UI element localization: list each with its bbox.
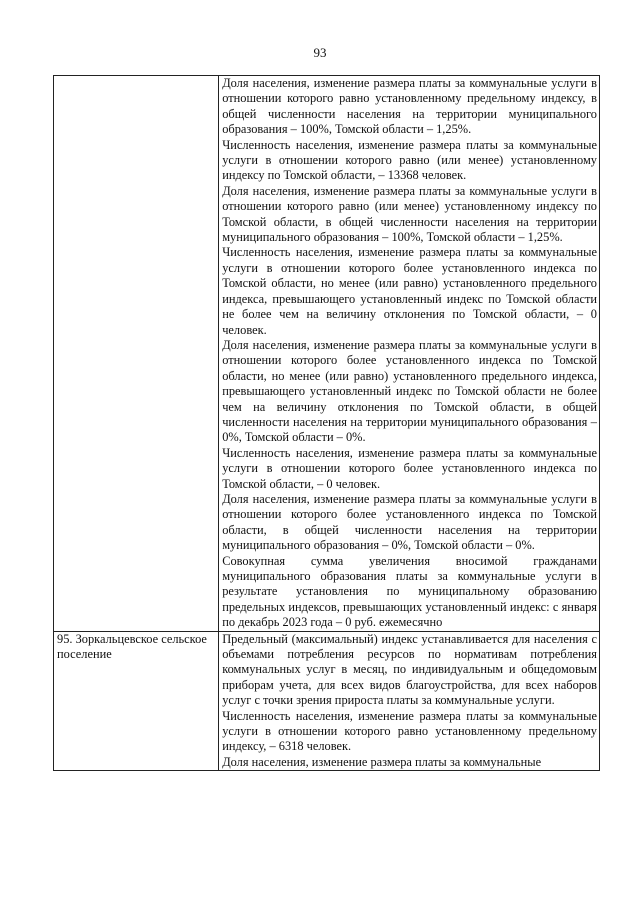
table-row xyxy=(54,631,600,771)
page-number: 93 xyxy=(313,45,327,60)
paragraph: Предельный (максимальный) индекс устанавливается для населения с объемами потребления ресурсов по нормативам потребления коммунальных услуг в месяц, по индивидуальным и общедомовым приборам учета, для всех видов благоустройства, для всех наборов услуг с точки зрения прироста платы за коммунальные услуги. xyxy=(222,631,597,708)
paragraph: Доля населения, изменение размера платы за коммунальные xyxy=(222,754,542,769)
table-row xyxy=(54,76,600,632)
paragraph: Численность населения, изменение размера платы за коммунальные услуги в отношении которого более установленного индекса по Томской области, – 0 человек. xyxy=(222,445,597,491)
tariff-index-table xyxy=(53,75,600,771)
municipality-cell xyxy=(54,76,219,632)
description-cell xyxy=(219,631,600,771)
paragraph: Доля населения, изменение размера платы за коммунальные услуги в отношении которого равно установленному предельному индексу, в общей численности населения на территории муниципального образования – 100%, Томской области – 1,25%. xyxy=(222,76,597,137)
paragraph: Совокупная сумма увеличения вносимой гражданами муниципального образования платы за коммунальные услуги в результате установления по муниципальному образованию предельных индексов, превышающих установленный индекс: с января по декабрь 2023 года – 0 руб. ежемесячно xyxy=(222,553,597,630)
paragraph: Доля населения, изменение размера платы за коммунальные услуги в отношении которого более установленного индекса по Томской области, в общей численности населения на территории муниципального образования – 0%, Томской области – 0%. xyxy=(222,491,597,553)
paragraph: Доля населения, изменение размера платы за коммунальные услуги в отношении которого равно (или менее) установленному индексу по Томской области, в общей численности населения на территории муниципального образования – 100%, Томской области – 1,25%. xyxy=(222,183,597,245)
paragraph: Доля населения, изменение размера платы за коммунальные услуги в отношении которого более установленного индекса по Томской области, но менее (или равно) установленного предельного индекса, превышающего установленный индекс по Томской области не более чем на величину отклонения по Томской области, в общей численности населения на территории муниципального образования – 0%, Томской области – 0%. xyxy=(222,337,597,445)
paragraph: Численность населения, изменение размера платы за коммунальные услуги в отношении которого равно установленному предельному индексу, – 6318 человек. xyxy=(222,708,597,754)
description-cell xyxy=(219,76,600,632)
paragraph: Численность населения, изменение размера платы за коммунальные услуги в отношении которого равно (или менее) установленному индексу по Томской области, – 13368 человек. xyxy=(222,137,597,183)
municipality-cell: 95. Зоркальцевское сельское поселение xyxy=(54,631,219,771)
paragraph: Численность населения, изменение размера платы за коммунальные услуги в отношении которого более установленного индекса по Томской области, но менее (или равно) установленного предельного индекса, превышающего установленный индекс по Томской области не более чем на величину отклонения по Томской области, – 0 человек. xyxy=(222,245,597,337)
